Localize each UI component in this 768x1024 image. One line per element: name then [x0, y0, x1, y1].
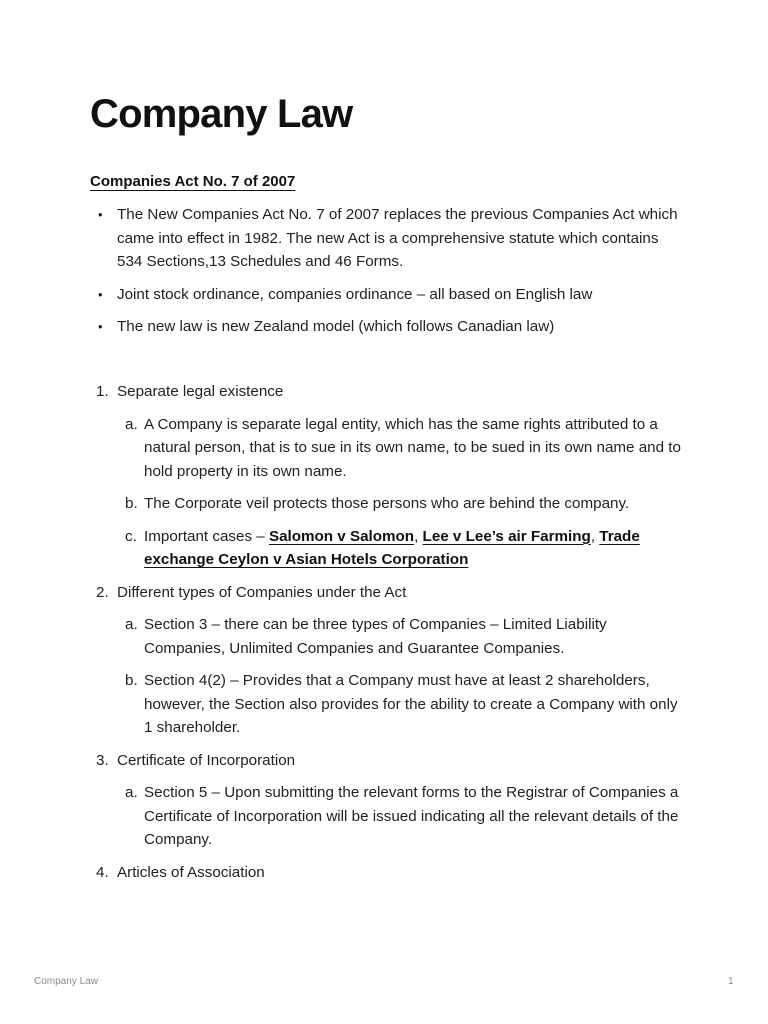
- list-letter: b.: [125, 495, 138, 512]
- case-link-salomon[interactable]: Salomon v Salomon: [268, 527, 415, 545]
- item-text: The Corporate veil protects those persons who are behind the company.: [144, 495, 630, 512]
- item-text: Section 4(2) – Provides that a Company must have at least 2 shareholders, however, the Section also provides for the ability to create a Company with only 1 shareholder.: [144, 672, 678, 736]
- list-item: • The new law is new Zealand model (which follows Canadian law): [90, 315, 682, 339]
- item-text: Section 3 – there can be three types of Companies – Limited Liability Companies, Unlimited Companies and Guarantee Companies.: [144, 616, 607, 657]
- case-link-trade-exchange[interactable]: Trade exchange Ceylon v Asian Hotels Corporation: [144, 527, 640, 568]
- list-item: [117, 525, 682, 572]
- case-link-lee[interactable]: Lee v Lee’s air Farming: [422, 527, 591, 545]
- footer-page-number: 1: [728, 976, 734, 987]
- link-separator: ,: [414, 527, 423, 545]
- section-certificate-of-incorporation: [90, 749, 682, 852]
- section-separate-legal-existence: [90, 380, 682, 572]
- section-title: Separate legal existence: [117, 383, 284, 400]
- item-prefix: Important cases –: [144, 527, 269, 545]
- section-title: Different types of Companies under the Act: [117, 583, 407, 601]
- list-item: [117, 492, 682, 516]
- section-title: Certificate of Incorporation: [117, 751, 296, 769]
- list-item: • The New Companies Act No. 7 of 2007 replaces the previous Companies Act which came into effect in 1982. The new Act is a comprehensive statute which contains 534 Sections,13 Schedules and 46 Forms.: [90, 203, 682, 274]
- list-letter: a.: [125, 784, 138, 801]
- list-number: 3.: [96, 751, 109, 769]
- list-item: [117, 613, 682, 660]
- link-separator: ,: [590, 527, 600, 545]
- list-item: • Joint stock ordinance, companies ordinance – all based on English law: [90, 283, 682, 307]
- list-letter: a.: [125, 415, 138, 433]
- act-subheading: Companies Act No. 7 of 2007: [90, 173, 296, 190]
- list-item: [117, 781, 682, 852]
- numbered-section-list: [90, 380, 682, 893]
- list-number: 1.: [96, 383, 109, 400]
- list-letter: c.: [125, 527, 137, 545]
- section-title: Articles of Association: [117, 863, 265, 881]
- list-number: 4.: [96, 863, 109, 881]
- list-number: 2.: [96, 583, 109, 601]
- section-articles-of-association: [90, 861, 682, 885]
- list-letter: b.: [125, 672, 138, 689]
- list-item: [117, 669, 682, 740]
- section-company-types: [90, 581, 682, 740]
- page-title: Company Law: [90, 92, 353, 136]
- item-text: Section 5 – Upon submitting the relevant forms to the Registrar of Companies a Certificate of Incorporation will be issued indicating all the relevant details of the Company.: [144, 784, 679, 848]
- intro-bullet-list: [90, 203, 682, 348]
- footer-document-title: Company Law: [34, 976, 98, 987]
- list-letter: a.: [125, 616, 138, 633]
- list-item: [117, 413, 682, 484]
- item-text: A Company is separate legal entity, which has the same rights attributed to a natural person, that is to sue in its own name, to be sued in its own name and to hold property in its own name.: [144, 415, 681, 480]
